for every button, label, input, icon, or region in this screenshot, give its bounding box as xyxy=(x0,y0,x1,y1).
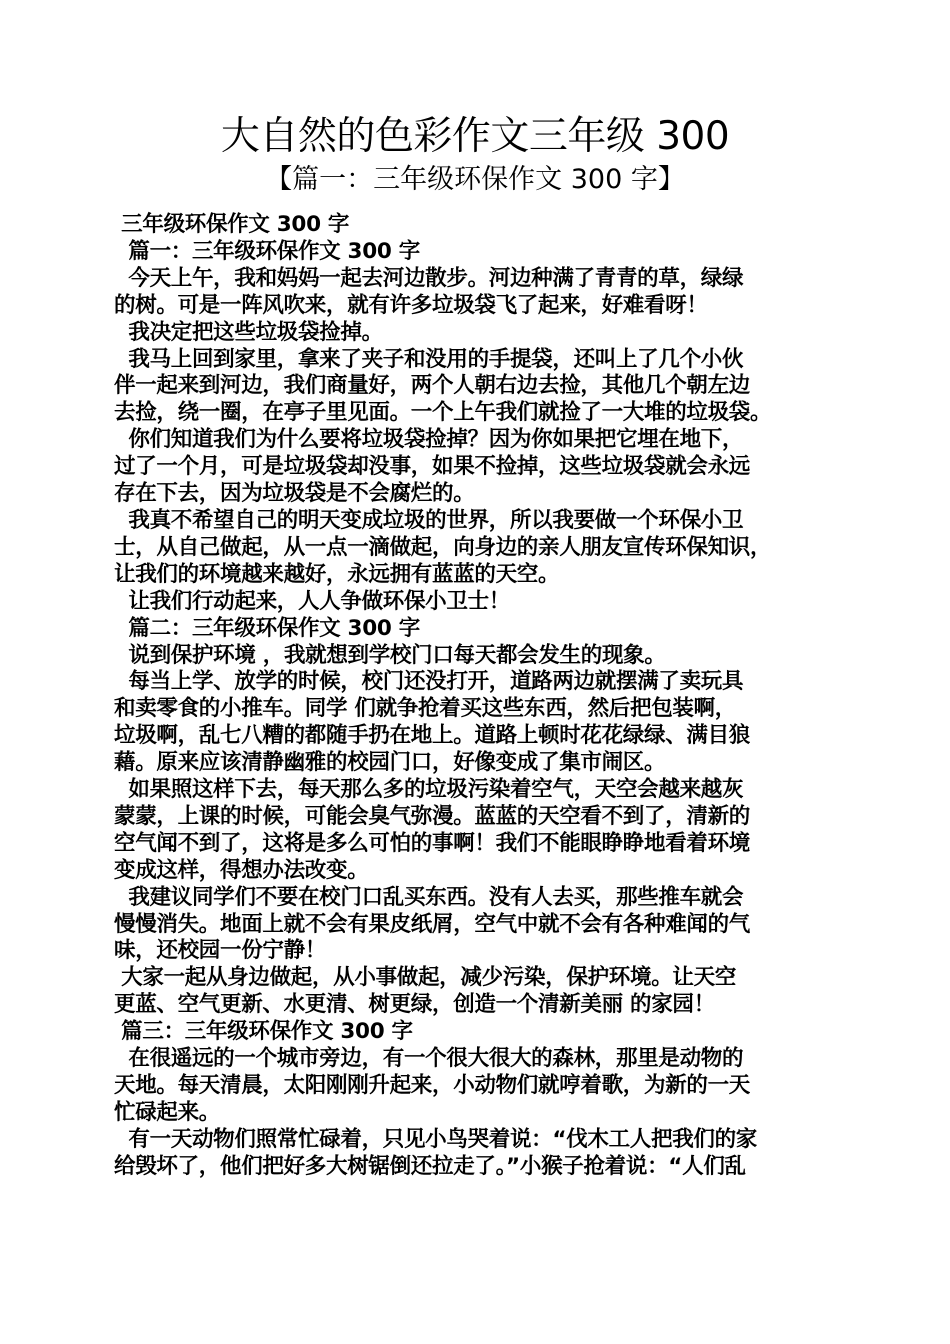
text-line: 今天上午，我和妈妈一起去河边散步。河边种满了青青的草，绿绿 xyxy=(114,265,744,291)
text-line: 你们知道我们为什么要将垃圾袋捡掉？因为你如果把它埋在地下， xyxy=(114,427,744,453)
text-line: 在很遥远的一个城市旁边，有一个很大很大的森林，那里是动物的 xyxy=(114,1046,744,1072)
text-line: 和卖零食的小推车。同学 们就争抢着买这些东西，然后把包装啊， xyxy=(114,696,736,722)
text-line: 三年级环保作文 300 字 xyxy=(114,212,350,237)
text-line: 如果照这样下去，每天那么多的垃圾污染着空气，天空会越来越灰 xyxy=(114,777,744,803)
text-line: 天地。每天清晨，太阳刚刚升起来，小动物们就哼着歌，为新的一天 xyxy=(114,1073,751,1098)
text-line: 忙碌起来。 xyxy=(114,1099,221,1125)
text-line: 味，还校园一份宁静！ xyxy=(114,938,327,964)
text-line: 有一天动物们照常忙碌着，只见小鸟哭着说：“伐木工人把我们的家 xyxy=(114,1126,758,1152)
text-line: 过了一个月，可是垃圾袋却没事，如果不捡掉，这些垃圾袋就会永远 xyxy=(114,454,751,480)
text-line: 士，从自己做起，从一点一滴做起，向身边的亲人朋友宣传环保知识， xyxy=(114,534,772,560)
text-line: 慢慢消失。地面上就不会有果皮纸屑，空气中就不会有各种难闻的气 xyxy=(114,911,751,937)
document-subtitle: 【篇一：三年级环保作文 300 字】 xyxy=(265,164,685,195)
text-line: 我决定把这些垃圾袋捡掉。 xyxy=(114,319,383,345)
text-line: 蒙蒙，上课的时候，可能会臭气弥漫。蓝蓝的天空看不到了，清新的 xyxy=(114,803,751,829)
text-line: 变成这样，得想办法改变。 xyxy=(114,857,369,883)
text-line: 的树。可是一阵风吹来，就有许多垃圾袋飞了起来，好难看呀！ xyxy=(114,292,708,318)
text-line: 让我们的环境越来越好，永远拥有蓝蓝的天空。 xyxy=(114,561,560,587)
text-line: 篇一：三年级环保作文 300 字 xyxy=(114,238,420,264)
text-line: 每当上学、放学的时候，校门还没打开，道路两边就摆满了卖玩具 xyxy=(114,669,744,695)
text-line: 我真不希望自己的明天变成垃圾的世界，所以我要做一个环保小卫 xyxy=(114,507,744,533)
text-line: 空气闻不到了，这将是多么可怕的事啊！我们不能眼睁睁地看着环境 xyxy=(114,830,751,856)
text-line: 藉。原来应该清静幽雅的校园门口，好像变成了集市闹区。 xyxy=(114,750,666,776)
text-line: 说到保护环境 ，我就想到学校门口每天都会发生的现象。 xyxy=(114,642,666,668)
text-line: 篇二：三年级环保作文 300 字 xyxy=(114,615,420,641)
document-title: 大自然的色彩作文三年级 300 xyxy=(220,114,730,159)
text-line: 我建议同学们不要在校门口乱买东西。没有人去买，那些推车就会 xyxy=(114,884,744,910)
text-line: 让我们行动起来，人人争做环保小卫士！ xyxy=(114,588,510,614)
text-line: 更蓝、空气更新、水更清、树更绿，创造一个清新美丽 的家园！ xyxy=(114,992,715,1018)
text-line: 我马上回到家里，拿来了夹子和没用的手提袋，还叫上了几个小伙 xyxy=(114,346,744,372)
text-line: 存在下去，因为垃圾袋是不会腐烂的。 xyxy=(114,481,475,507)
text-line: 伴一起来到河边，我们商量好，两个人朝右边去捡，其他几个朝左边 xyxy=(114,373,751,399)
text-line: 大家一起从身边做起，从小事做起，减少污染，保护环境。让天空 xyxy=(114,965,736,991)
text-line: 去捡，绕一圈，在亭子里见面。一个上午我们就捡了一大堆的垃圾袋。 xyxy=(114,400,772,426)
text-line: 垃圾啊，乱七八糟的都随手扔在地上。道路上顿时花花绿绿、满目狼 xyxy=(114,723,751,749)
text-line: 篇三：三年级环保作文 300 字 xyxy=(114,1019,413,1045)
text-line: 给毁坏了，他们把好多大树锯倒还拉走了。”小猴子抢着说：“人们乱 xyxy=(114,1153,746,1179)
document-body xyxy=(114,212,854,1181)
